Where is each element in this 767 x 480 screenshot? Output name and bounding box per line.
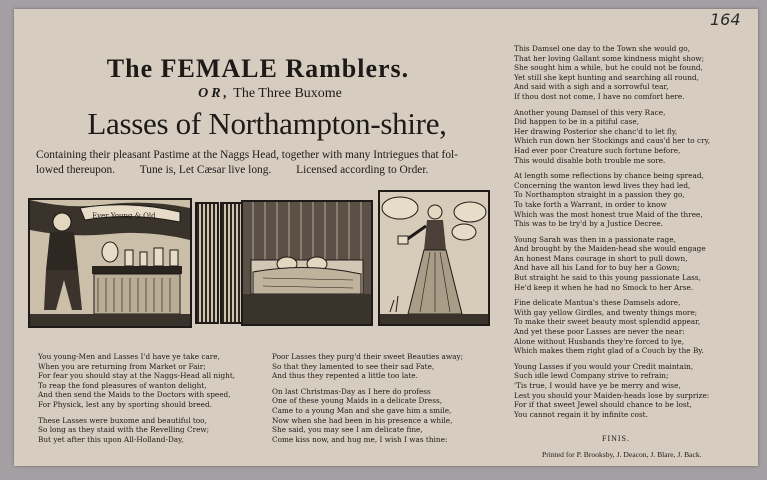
verse-line: An honest Mans courage in short to pull down, <box>514 253 688 263</box>
verse-line: And have all his Land for to buy her a Gown; <box>514 263 680 273</box>
woodcut-standing-lady <box>378 190 490 326</box>
verse-line: This would disable both trouble me sore. <box>514 155 666 165</box>
verse-line: To Northampton straight in a passion they go, <box>514 190 685 200</box>
verse-line: These Lasses were buxome and beautiful too, <box>38 415 207 425</box>
title-or: OR, <box>198 86 231 101</box>
license-note: Licensed according to Order. <box>296 164 429 176</box>
verse-line: Fine delicate Mantua's these Damsels adore, <box>514 298 681 308</box>
stanza <box>514 362 710 420</box>
verse-line: To reap the fond pleasures of wanton delight, <box>38 380 207 390</box>
verse-line: And brought by the Maiden-head she would engage <box>514 244 706 254</box>
verse-line: She sought him a while, but he could not be found, <box>514 63 703 73</box>
verse-line: Alone without Husbands they're forced to lye, <box>514 336 685 346</box>
verse-line: But yet after this upon All-Holland-Day, <box>38 434 184 444</box>
stanza <box>514 298 710 356</box>
title-line-1: The FEMALE Ramblers. <box>106 54 410 83</box>
verse-line: For fear you should stay at the Naggs-Head all night, <box>38 371 236 381</box>
title-three-buxome: The Three Buxome <box>233 86 342 101</box>
verse-line: And yet these poor Lasses are never the near: <box>514 327 685 337</box>
verse-line: To make their sweet beauty most splendid appear, <box>514 317 701 327</box>
subtitle-followed: lowed thereupon. <box>36 164 116 176</box>
verse-line: Now when she had been in his presence a while, <box>272 415 453 425</box>
verse-line: This Damsel one day to the Town she would go, <box>514 44 690 53</box>
woodcut-bed-scene <box>241 200 373 326</box>
verse-line: 'Tis true, I would have ye be merry and wise, <box>514 381 681 390</box>
verse-line: That her loving Gallant some kindness might show; <box>514 53 705 63</box>
verse-line: To take forth a Warrant, in order to know <box>514 199 667 209</box>
verse-line: And then send the Maids to the Doctors with speed, <box>38 390 231 400</box>
verse-line: Yet still she kept hunting and searching all round, <box>514 72 699 82</box>
verse-line: Concerning the wanton lewd lives they had led, <box>514 180 691 190</box>
verse-line: For if that sweet Jewel should chance to be lost, <box>514 400 692 410</box>
stanza <box>514 171 710 229</box>
verse-line: And said with a sigh and a sorrowful tear, <box>514 82 669 92</box>
verse-line: Had ever poor Creature such fortune before, <box>514 145 681 155</box>
verse-line: And thus they repented a little too late. <box>272 371 418 381</box>
finis-label: FINIS. <box>602 434 631 443</box>
printer-imprint: Printed for P. Brooksby, J. Deacon, J. Blare, J. Back. <box>542 450 702 459</box>
woodcut-border-ornament-1 <box>195 202 219 324</box>
verse-line: This was to be try'd by a Justice Decree. <box>514 219 663 229</box>
verse-line: Poor Lasses they purg'd their sweet Beauties away; <box>272 352 464 361</box>
verse-line: She said, you may see I am delicate fine, <box>272 425 423 435</box>
verse-column-right <box>514 44 710 425</box>
stanza <box>38 416 235 445</box>
woodcut-tavern-man <box>28 198 192 328</box>
title-line-2 <box>140 86 400 102</box>
stanza <box>38 352 235 410</box>
verse-line: Come kiss now, and hug me, I wish I was thine: <box>272 434 448 444</box>
verse-line: Which makes them right glad of a Couch by the By. <box>514 346 704 356</box>
stanza <box>272 387 463 445</box>
verse-line: He'd keep it when he had no Smock to her Arse. <box>514 282 694 292</box>
stanza <box>514 108 710 166</box>
verse-line: Another young Damsel of this very Race, <box>514 107 666 117</box>
verse-line: You cannot regain it by infinite cost. <box>514 409 648 419</box>
subtitle-line-2 <box>36 163 496 177</box>
verse-line: One of these young Maids in a delicate Dress, <box>272 396 443 406</box>
verse-line: Which run down her Stockings and caus'd her to cry, <box>514 136 711 146</box>
stanza <box>272 352 463 381</box>
verse-line: If thou dost not come, I have no comfort here. <box>514 91 685 101</box>
verse-line: Young Lasses if you would your Credit maintain, <box>514 361 694 371</box>
verse-line: At length some reflections by chance being spread, <box>514 171 704 181</box>
verse-line: With gay yellow Girdles, and twenty things more; <box>514 307 698 317</box>
stanza <box>514 44 710 102</box>
verse-line: Her drawing Posterior she chanc'd to let fly, <box>514 126 678 136</box>
woodcut-banner-text: Ever Young & Old <box>92 212 156 220</box>
verse-column-middle <box>272 352 463 450</box>
verse-line: Came to a young Man and she gave him a smile, <box>272 405 452 415</box>
verse-line: Young Sarah was then in a passionate rage, <box>514 234 676 244</box>
tune-note: Tune is, Let Cæsar live long. <box>139 164 272 176</box>
verse-line: When you are returning from Market or Fair; <box>38 361 206 371</box>
verse-line: You young-Men and Lasses I'd have ye take care, <box>38 352 220 361</box>
verse-line: Which was the most honest true Maid of the three, <box>514 209 703 219</box>
verse-line: So that they lamented to see their sad Fate, <box>272 361 435 371</box>
verse-line: But straight he said to this young passionate Lass, <box>514 273 701 283</box>
verse-line: Such idle lewd Company strive to refrain; <box>514 371 669 381</box>
verse-line: Did happen to be in a pitiful case, <box>514 117 640 127</box>
verse-line: For Physick, lest any by sporting should breed. <box>38 399 212 409</box>
verse-line: Lest you should your Maiden-heads lose by surprize: <box>514 390 710 400</box>
verse-column-left <box>38 352 235 450</box>
verse-line: On last Christmas-Day as I here do profess <box>272 386 431 396</box>
subtitle-line-1: Containing their pleasant Pastime at the Naggs Head, together with many Intriegues that fol- <box>36 149 458 161</box>
stanza <box>514 235 710 293</box>
title-line-3: Lasses of Northampton-shire, <box>87 106 447 141</box>
folio-number: 164 <box>710 10 741 29</box>
verse-line: So long as they staid with the Revelling Crew; <box>38 425 210 435</box>
